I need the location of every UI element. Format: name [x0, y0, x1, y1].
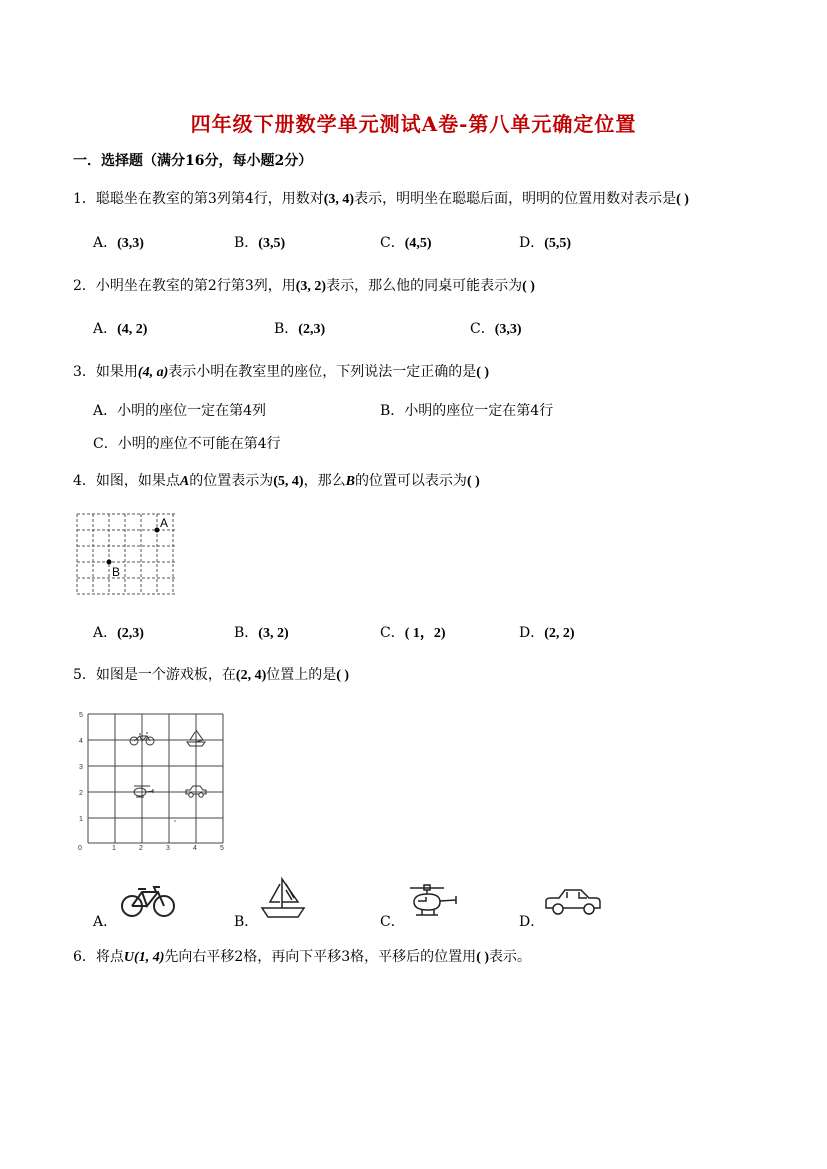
question-text: 将点: [95, 949, 124, 965]
option-label: C．: [380, 235, 405, 251]
option-c[interactable]: [380, 232, 432, 252]
option-label: B．: [380, 403, 405, 419]
point-a-dot: [155, 528, 160, 533]
option-value: (2,3): [298, 322, 326, 337]
x-tick: 1: [112, 845, 116, 852]
option-value: 小明的座位一定在第4列: [117, 403, 267, 419]
option-value: 小明的座位不可能在第4行: [117, 436, 281, 452]
option-label: A．: [93, 321, 118, 337]
option-value: (2, 2): [544, 626, 575, 641]
option-b[interactable]: [380, 400, 553, 420]
question-text: ，那么: [303, 473, 346, 489]
option-a[interactable]: [93, 400, 266, 420]
option-label: A．: [93, 625, 118, 641]
option-label: A．: [93, 914, 118, 930]
option-label: D．: [519, 914, 545, 930]
option-value: 小明的座位一定在第4行: [404, 403, 554, 419]
y-tick: 4: [79, 738, 83, 745]
option-value: (3,5): [258, 236, 286, 251]
option-b[interactable]: [234, 232, 285, 252]
grid-lines: [88, 714, 223, 843]
section-heading: 一．选择题（满分16分，每小题2分）: [73, 153, 313, 169]
option-label: C．: [380, 625, 405, 641]
y-tick: 2: [79, 790, 83, 797]
x-tick: 4: [193, 845, 197, 852]
option-c[interactable]: [93, 433, 281, 453]
math-expression: (2, 4): [235, 668, 267, 683]
x-tick: 3: [166, 845, 170, 852]
answer-blank: ( ): [522, 279, 535, 294]
option-value: (4, 2): [117, 322, 148, 337]
option-b[interactable]: [234, 622, 289, 642]
question-text: 的位置可以表示为: [354, 473, 467, 489]
y-tick: 3: [79, 764, 83, 771]
question-3: [73, 361, 489, 381]
question-number: 5．: [73, 667, 96, 683]
question-number: 6．: [73, 949, 96, 965]
point-label: A: [179, 474, 190, 489]
option-c[interactable]: [380, 911, 405, 931]
option-a[interactable]: [93, 622, 144, 642]
answer-blank: ( ): [476, 365, 490, 380]
option-label: D．: [519, 625, 545, 641]
point-label: B: [345, 474, 355, 489]
option-label: C．: [470, 321, 495, 337]
question-text: 的位置表示为: [189, 473, 274, 489]
question-text: 表示，明明坐在聪聪后面，明明的位置用数对表示是: [354, 191, 677, 207]
option-d[interactable]: [519, 622, 575, 642]
question-text: 位置上的是: [266, 667, 337, 683]
math-expression: (5, 4): [273, 474, 304, 489]
math-expression: (4, a): [137, 365, 169, 380]
option-label: B．: [234, 625, 259, 641]
option-a[interactable]: [93, 318, 147, 338]
answer-blank: ( ): [466, 474, 480, 489]
question-number: 4．: [73, 473, 96, 489]
option-label: A．: [93, 403, 118, 419]
question-1: [73, 188, 689, 208]
answer-blank: ( ): [476, 950, 490, 965]
question-number: 1．: [73, 191, 96, 207]
x-tick: 5: [220, 845, 224, 852]
question-text: 如图是一个游戏板，在: [95, 667, 236, 683]
point-b-dot: [107, 560, 112, 565]
point-a-label: A: [160, 516, 169, 530]
option-label: A．: [93, 235, 118, 251]
option-value: (2,3): [117, 626, 144, 641]
question-2: [73, 275, 535, 295]
bicycle-icon[interactable]: [120, 884, 176, 920]
option-label: B．: [234, 914, 259, 930]
x-tick: 2: [139, 845, 143, 852]
x-tick: 0: [78, 845, 82, 852]
option-d[interactable]: [519, 232, 571, 252]
question-text: 如图，如果点: [95, 473, 180, 489]
math-expression: (3, 2): [295, 279, 327, 294]
math-expression: U(1, 4): [123, 950, 165, 965]
page-title: 四年级下册数学单元测试A卷-第八单元确定位置: [190, 112, 637, 136]
option-label: D．: [519, 235, 545, 251]
option-value: (3,3): [494, 322, 522, 337]
y-tick: 1: [79, 816, 83, 823]
option-a[interactable]: [93, 232, 144, 252]
game-board-figure: [74, 706, 230, 852]
car-icon[interactable]: [543, 886, 603, 918]
math-expression: (3, 4): [323, 192, 355, 207]
helicopter-icon[interactable]: [404, 884, 462, 920]
option-label: B．: [234, 235, 259, 251]
option-label: B．: [274, 321, 299, 337]
option-c[interactable]: [470, 318, 522, 338]
question-text: 聪聪坐在教室的第3列第4行，用数对: [95, 191, 324, 207]
question-text: 如果用: [95, 364, 138, 380]
option-c[interactable]: [380, 622, 446, 642]
question-text: 表示。: [489, 949, 532, 965]
option-label: C．: [93, 436, 118, 452]
answer-blank: ( ): [676, 192, 689, 207]
sailboat-icon[interactable]: [258, 876, 308, 922]
option-a[interactable]: [93, 911, 117, 931]
question-5: [73, 664, 349, 684]
option-value: ( 1，2): [404, 626, 446, 641]
question-6: [73, 946, 531, 966]
question-text: 小明坐在教室的第2行第3列，用: [95, 278, 296, 294]
question-4: [73, 470, 480, 490]
question-number: 2．: [73, 278, 96, 294]
question-number: 3．: [73, 364, 96, 380]
option-label: C．: [380, 914, 405, 930]
option-b[interactable]: [234, 911, 258, 931]
option-value: (3,3): [117, 236, 144, 251]
answer-blank: ( ): [336, 668, 350, 683]
question-text: 表示小明在教室里的座位，下列说法一定正确的是: [168, 364, 477, 380]
question-text: 表示，那么他的同桌可能表示为: [326, 278, 523, 294]
point-b-label: B: [112, 565, 121, 579]
option-value: (5,5): [544, 236, 572, 251]
option-b[interactable]: [274, 318, 325, 338]
option-value: (3, 2): [258, 626, 289, 641]
y-tick: 5: [79, 712, 83, 719]
option-d[interactable]: [519, 911, 544, 931]
option-value: (4,5): [404, 236, 432, 251]
dotted-grid-figure: [76, 513, 178, 595]
question-text: 先向右平移2格，再向下平移3格，平移后的位置用: [164, 949, 477, 965]
